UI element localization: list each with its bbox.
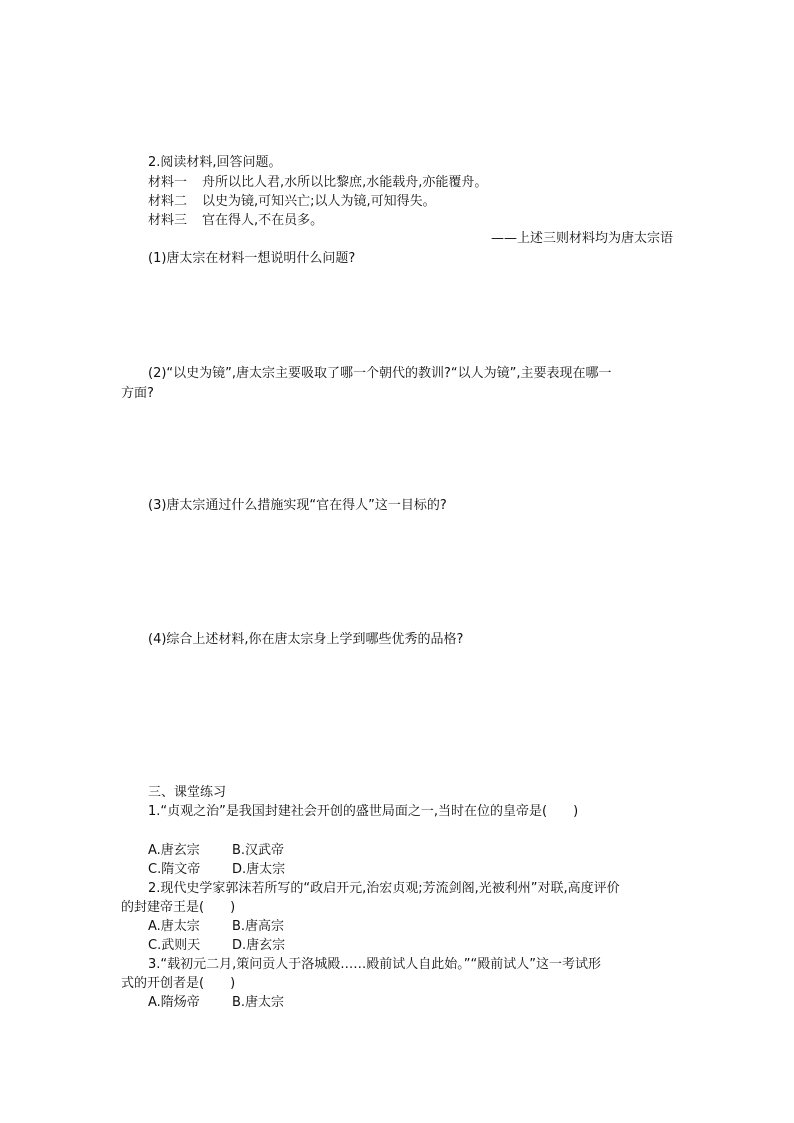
sub-question-1: (1)唐太宗在材料一想说明什么问题? xyxy=(148,251,356,266)
option-d: D.唐玄宗 xyxy=(232,938,286,953)
material-1-label: 材料一 xyxy=(148,175,188,190)
material-3-label: 材料三 xyxy=(148,213,188,228)
material-2 xyxy=(148,193,436,211)
practice-q2-options-ab xyxy=(148,918,284,936)
option-a: A.隋炀帝 xyxy=(148,995,200,1010)
material-3-text: 官在得人,不在员多。 xyxy=(202,213,324,228)
sub-question-2-line-2: 方面? xyxy=(121,386,154,401)
question-2-title: 2.阅读材料,回答问题。 xyxy=(148,155,282,170)
practice-q1-stem: 1.“贞观之治”是我国封建社会开创的盛世局面之一,当时在位的皇帝是( ) xyxy=(148,804,579,819)
practice-heading: 三、课堂练习 xyxy=(148,785,227,800)
option-b: B.唐太宗 xyxy=(232,995,285,1010)
material-1-text: 舟所以比人君,水所以比黎庶,水能载舟,亦能覆舟。 xyxy=(202,175,488,190)
option-b: B.汉武帝 xyxy=(232,843,285,858)
option-b: B.唐高宗 xyxy=(232,919,285,934)
material-3 xyxy=(148,212,323,230)
practice-q3-options-ab xyxy=(148,994,284,1012)
material-2-label: 材料二 xyxy=(148,194,188,209)
option-d: D.唐太宗 xyxy=(232,862,286,877)
material-2-text: 以史为镜,可知兴亡;以人为镜,可知得失。 xyxy=(202,194,436,209)
option-a: A.唐太宗 xyxy=(148,919,200,934)
sub-question-2-line-1: (2)“以史为镜”,唐太宗主要吸取了哪一个朝代的教训?“以人为镜”,主要表现在哪一 xyxy=(148,366,612,381)
practice-q3-stem-line-1: 3.“载初元二月,策问贡人于洛城殿……殿前试人自此始。”“殿前试人”这一考试形 xyxy=(148,957,601,972)
practice-q1-options-cd xyxy=(148,861,285,879)
practice-q1-options-ab xyxy=(148,842,284,860)
option-c: C.武则天 xyxy=(148,938,201,953)
material-1 xyxy=(148,174,487,192)
option-a: A.唐玄宗 xyxy=(148,843,200,858)
sub-question-4: (4)综合上述材料,你在唐太宗身上学到哪些优秀的品格? xyxy=(148,632,464,647)
option-c: C.隋文帝 xyxy=(148,862,201,877)
practice-q3-stem-line-2: 式的开创者是( ) xyxy=(121,976,236,991)
sub-question-3: (3)唐太宗通过什么措施实现“官在得人”这一目标的? xyxy=(148,498,447,513)
material-source: ——上述三则材料均为唐太宗语 xyxy=(490,231,673,246)
practice-q2-stem-line-2: 的封建帝王是( ) xyxy=(121,900,236,915)
practice-q2-options-cd xyxy=(148,937,285,955)
practice-q2-stem-line-1: 2.现代史学家郭沫若所写的“政启开元,治宏贞观;芳流剑阁,光被利州”对联,高度评价 xyxy=(148,881,620,896)
